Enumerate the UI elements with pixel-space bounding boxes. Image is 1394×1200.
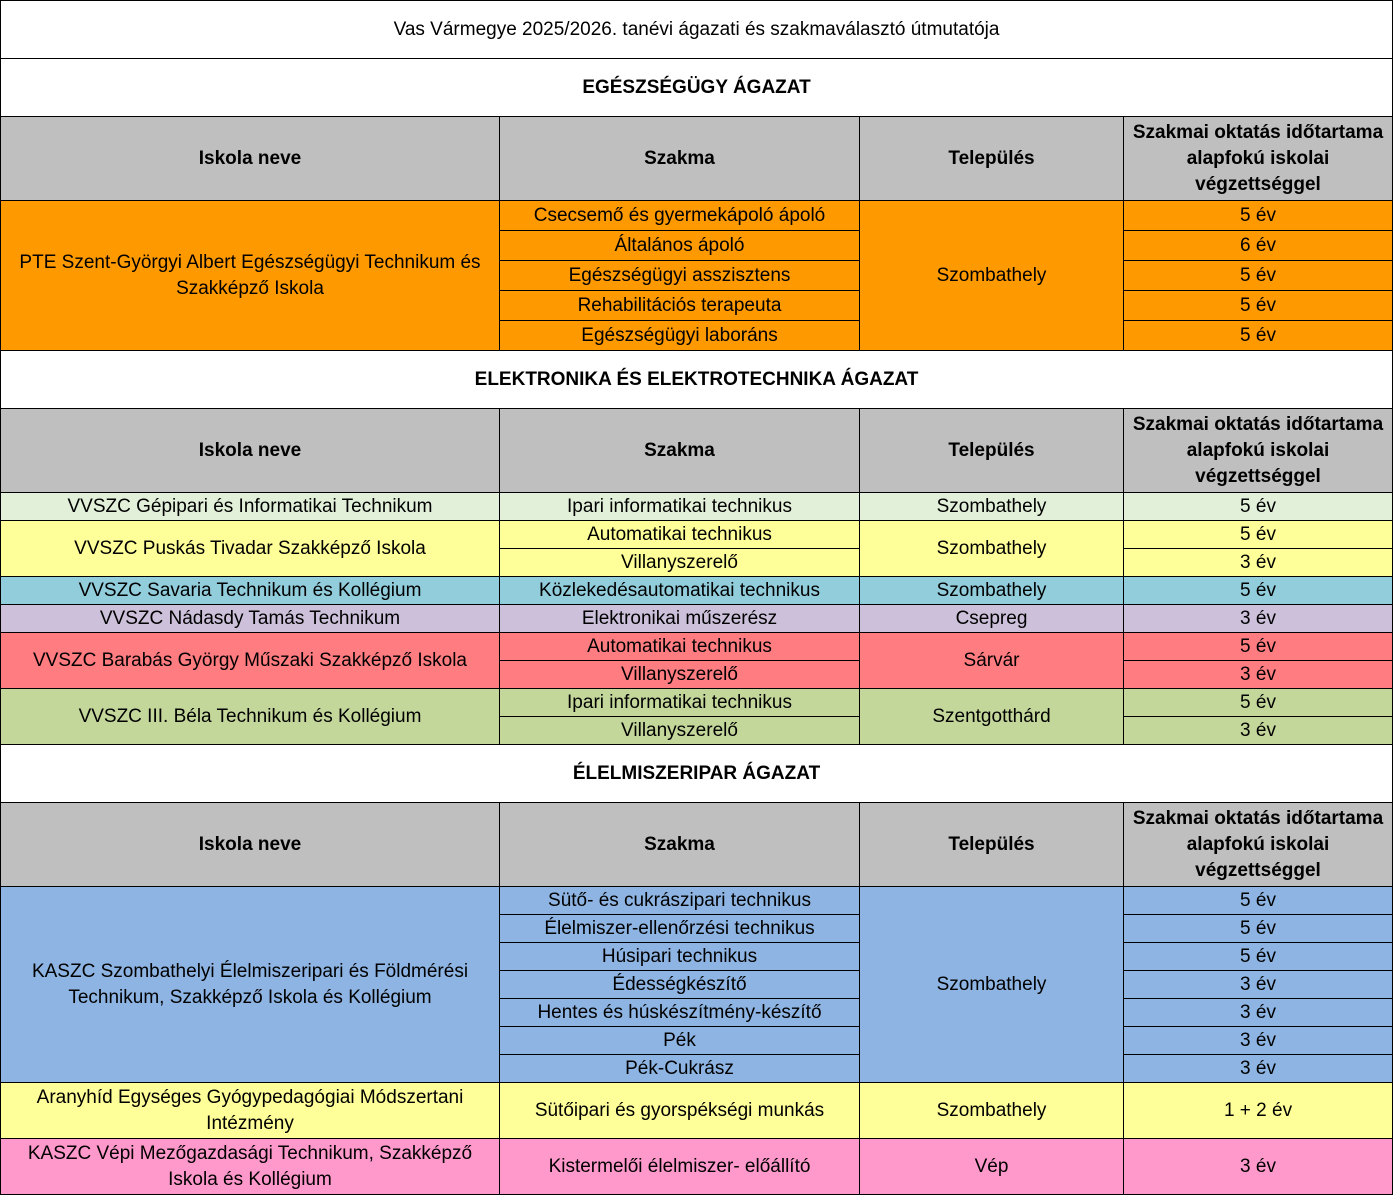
duration-value: 3 év (1124, 605, 1393, 633)
table-row (1, 493, 1393, 521)
header-profession: Szakma (500, 117, 860, 201)
profession-name: Húsipari technikus (500, 943, 860, 971)
town-name: Szombathely (860, 201, 1124, 351)
town-name: Szentgotthárd (860, 689, 1124, 745)
header-duration: Szakmai oktatás időtartama alapfokú iskolai végzettséggel (1124, 803, 1393, 887)
duration-value: 6 év (1124, 231, 1393, 261)
duration-value: 5 év (1124, 689, 1393, 717)
duration-value: 3 év (1124, 717, 1393, 745)
profession-name: Közlekedésautomatikai technikus (500, 577, 860, 605)
table-row (1, 633, 1393, 661)
header-town: Település (860, 117, 1124, 201)
table-row (1, 1139, 1393, 1195)
page-title: Vas Vármegye 2025/2026. tanévi ágazati és szakmaválasztó útmutatója (1, 1, 1393, 59)
table-row (1, 201, 1393, 231)
school-name: VVSZC Barabás György Műszaki Szakképző Iskola (1, 633, 500, 689)
profession-name: Rehabilitációs terapeuta (500, 291, 860, 321)
school-name: VVSZC III. Béla Technikum és Kollégium (1, 689, 500, 745)
duration-value: 3 év (1124, 549, 1393, 577)
table-row (1, 577, 1393, 605)
title-row (1, 1, 1393, 59)
town-name: Szombathely (860, 577, 1124, 605)
profession-name: Egészségügyi asszisztens (500, 261, 860, 291)
school-name: VVSZC Nádasdy Tamás Technikum (1, 605, 500, 633)
school-name: PTE Szent-Györgyi Albert Egészségügyi Technikum és Szakképző Iskola (1, 201, 500, 351)
header-school: Iskola neve (1, 803, 500, 887)
duration-value: 5 év (1124, 521, 1393, 549)
town-name: Szombathely (860, 521, 1124, 577)
column-header-row (1, 409, 1393, 493)
school-name: VVSZC Gépipari és Informatikai Technikum (1, 493, 500, 521)
header-school: Iskola neve (1, 117, 500, 201)
duration-value: 3 év (1124, 971, 1393, 999)
town-name: Vép (860, 1139, 1124, 1195)
sector-title: ELEKTRONIKA ÉS ELEKTROTECHNIKA ÁGAZAT (1, 351, 1393, 409)
profession-name: Édességkészítő (500, 971, 860, 999)
duration-value: 5 év (1124, 633, 1393, 661)
profession-name: Hentes és húskészítmény-készítő (500, 999, 860, 1027)
header-duration: Szakmai oktatás időtartama alapfokú iskolai végzettséggel (1124, 117, 1393, 201)
column-header-row (1, 117, 1393, 201)
profession-name: Automatikai technikus (500, 521, 860, 549)
profession-name: Egészségügyi laboráns (500, 321, 860, 351)
duration-value: 5 év (1124, 887, 1393, 915)
profession-name: Ipari informatikai technikus (500, 493, 860, 521)
table-row (1, 605, 1393, 633)
duration-value: 5 év (1124, 577, 1393, 605)
profession-name: Kistermelői élelmiszer- előállító (500, 1139, 860, 1195)
school-name: VVSZC Savaria Technikum és Kollégium (1, 577, 500, 605)
header-profession: Szakma (500, 803, 860, 887)
sector-title: ÉLELMISZERIPAR ÁGAZAT (1, 745, 1393, 803)
sector-row (1, 59, 1393, 117)
header-profession: Szakma (500, 409, 860, 493)
profession-name: Pék (500, 1027, 860, 1055)
sector-row (1, 351, 1393, 409)
duration-value: 5 év (1124, 493, 1393, 521)
school-name: KASZC Vépi Mezőgazdasági Technikum, Szakképző Iskola és Kollégium (1, 1139, 500, 1195)
town-name: Szombathely (860, 887, 1124, 1083)
duration-value: 5 év (1124, 943, 1393, 971)
table-row (1, 887, 1393, 915)
table-row (1, 689, 1393, 717)
duration-value: 5 év (1124, 291, 1393, 321)
profession-name: Automatikai technikus (500, 633, 860, 661)
duration-value: 5 év (1124, 261, 1393, 291)
profession-name: Pék-Cukrász (500, 1055, 860, 1083)
town-name: Sárvár (860, 633, 1124, 689)
profession-name: Elektronikai műszerész (500, 605, 860, 633)
table-row (1, 521, 1393, 549)
town-name: Szombathely (860, 493, 1124, 521)
profession-name: Villanyszerelő (500, 661, 860, 689)
column-header-row (1, 803, 1393, 887)
sector-row (1, 745, 1393, 803)
profession-name: Villanyszerelő (500, 717, 860, 745)
duration-value: 3 év (1124, 1055, 1393, 1083)
duration-value: 5 év (1124, 201, 1393, 231)
duration-value: 3 év (1124, 661, 1393, 689)
duration-value: 3 év (1124, 999, 1393, 1027)
school-name: KASZC Szombathelyi Élelmiszeripari és Földmérési Technikum, Szakképző Iskola és Kollégium (1, 887, 500, 1083)
header-duration: Szakmai oktatás időtartama alapfokú iskolai végzettséggel (1124, 409, 1393, 493)
duration-value: 5 év (1124, 321, 1393, 351)
profession-name: Sütő- és cukrászipari technikus (500, 887, 860, 915)
profession-name: Élelmiszer-ellenőrzési technikus (500, 915, 860, 943)
profession-name: Villanyszerelő (500, 549, 860, 577)
duration-value: 5 év (1124, 915, 1393, 943)
header-town: Település (860, 409, 1124, 493)
school-name: Aranyhíd Egységes Gyógypedagógiai Módszertani Intézmény (1, 1083, 500, 1139)
profession-name: Csecsemő és gyermekápoló ápoló (500, 201, 860, 231)
header-school: Iskola neve (1, 409, 500, 493)
profession-name: Sütőipari és gyorspékségi munkás (500, 1083, 860, 1139)
duration-value: 3 év (1124, 1027, 1393, 1055)
sector-title: EGÉSZSÉGÜGY ÁGAZAT (1, 59, 1393, 117)
town-name: Csepreg (860, 605, 1124, 633)
table-row (1, 1083, 1393, 1139)
school-name: VVSZC Puskás Tivadar Szakképző Iskola (1, 521, 500, 577)
town-name: Szombathely (860, 1083, 1124, 1139)
profession-name: Ipari informatikai technikus (500, 689, 860, 717)
profession-name: Általános ápoló (500, 231, 860, 261)
duration-value: 3 év (1124, 1139, 1393, 1195)
duration-value: 1 + 2 év (1124, 1083, 1393, 1139)
header-town: Település (860, 803, 1124, 887)
